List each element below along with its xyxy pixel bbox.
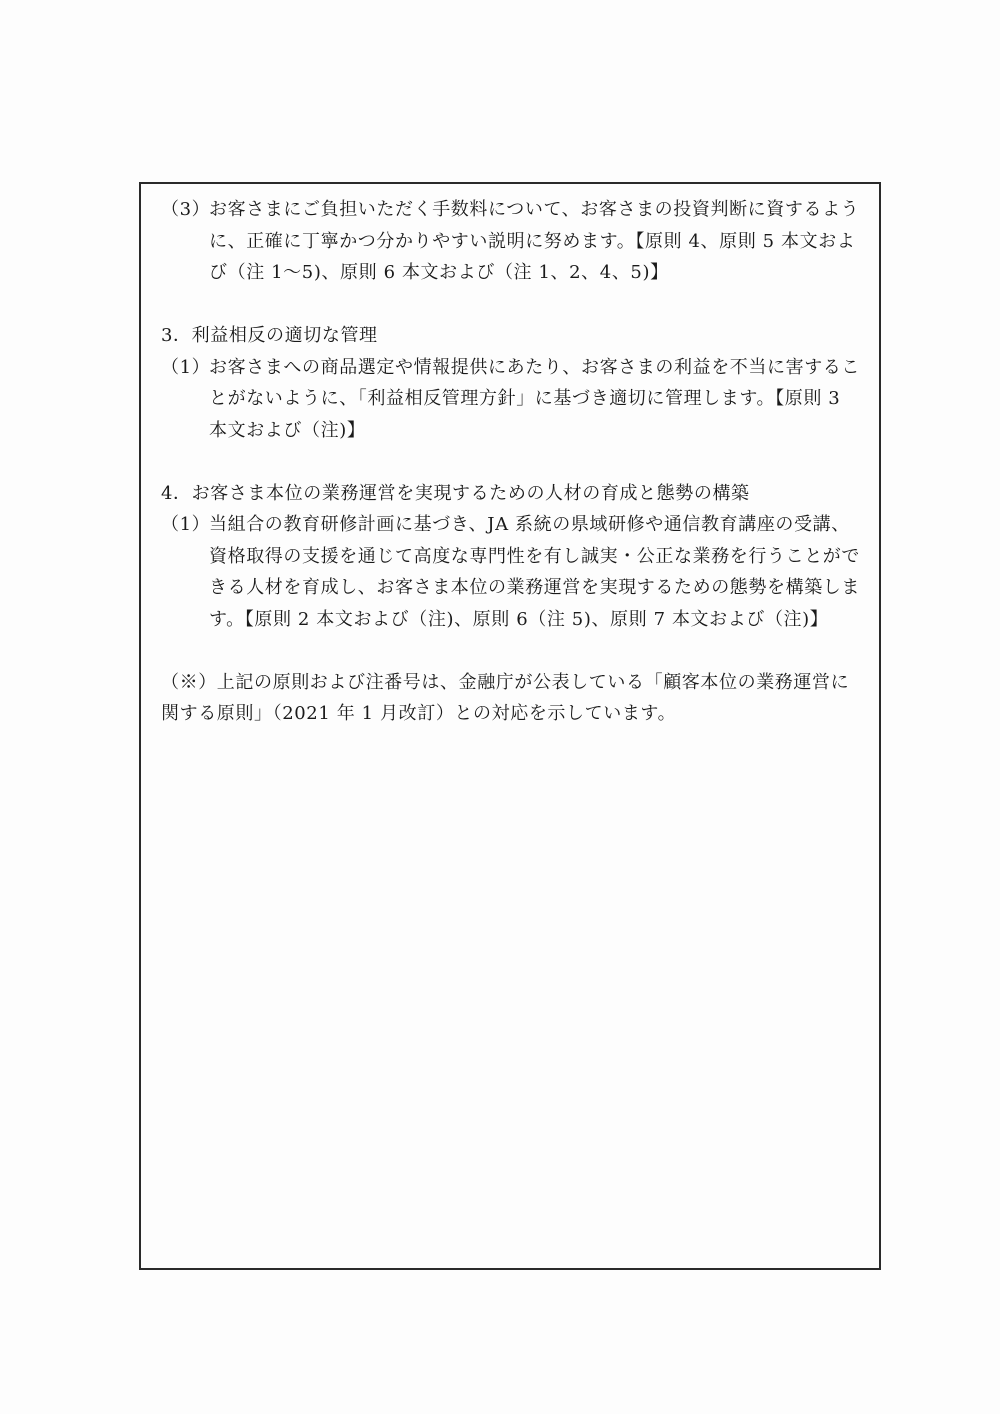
item-text: 当組合の教育研修計画に基づき、JA 系統の県域研修や通信教育講座の受講、資格取得の支援を通じて高度な専門性を有し誠実・公正な業務を行うことができる人材を育成し、お客さま本位の業務運営を実現するための態勢を構築します。【原則 2 本文および（注)、原則 6（注 5)、原則 7 本文および（注)】 xyxy=(209,514,860,630)
spacer xyxy=(161,446,861,478)
item-number: （1） xyxy=(161,356,211,378)
item-text: お客さまへの商品選定や情報提供にあたり、お客さまの利益を不当に害することがないように、「利益相反管理方針」に基づき適切に管理します。【原則 3 本文および（注)】 xyxy=(209,356,860,441)
list-item-4-1 xyxy=(161,509,861,635)
spacer xyxy=(161,289,861,321)
item-number: （1） xyxy=(161,514,211,535)
list-item-3 xyxy=(161,194,861,289)
section-heading-3: 3．利益相反の適切な管理 xyxy=(161,325,378,346)
list-item-3-1 xyxy=(161,352,861,447)
content-frame xyxy=(139,182,881,1270)
item-number: （3） xyxy=(161,199,211,220)
content-body xyxy=(161,194,861,730)
section-heading-4: 4．お客さま本位の業務運営を実現するための人材の育成と態勢の構築 xyxy=(161,482,750,504)
footnote: （※）上記の原則および注番号は、金融庁が公表している「顧客本位の業務運営に関する原則」（2021 年 1 月改訂）との対応を示しています。 xyxy=(161,671,850,724)
spacer xyxy=(161,635,861,667)
item-text: お客さまにご負担いただく手数料について、お客さまの投資判断に資するように、正確に丁寧かつ分かりやすい説明に努めます。【原則 4、原則 5 本文および（注 1〜5)、原則 6 本文および（注 1、2、4、5)】 xyxy=(209,199,860,283)
